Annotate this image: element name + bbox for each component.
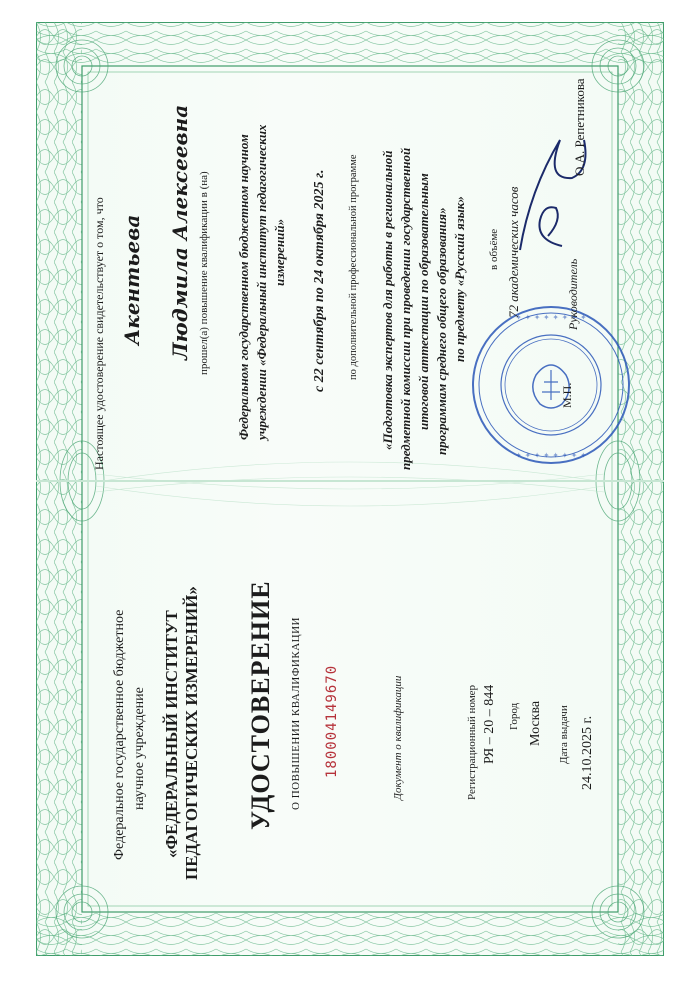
city-value: Москва xyxy=(528,700,543,746)
course-dates: с 22 сентября по 24 октября 2025 г. xyxy=(312,169,327,392)
volume-label: в объёме xyxy=(488,228,500,270)
institution-line1: Федеральном государственном бюджетном научном xyxy=(236,134,251,440)
page-fold xyxy=(36,480,664,482)
stamp-placeholder-mp: М.П. xyxy=(560,382,574,408)
org-title-line2: ПЕДАГОГИЧЕСКИХ ИЗМЕРЕНИЙ» xyxy=(182,586,201,880)
official-seal xyxy=(466,300,636,470)
city-label: Город xyxy=(508,702,520,730)
org-title-line1: «ФЕДЕРАЛЬНЫЙ ИНСТИТУТ xyxy=(162,610,181,858)
institution-line2: учреждении «Федеральный институт педагогических xyxy=(254,124,269,440)
program-line5: по предмету «Русский язык» xyxy=(452,196,467,362)
document-title: УДОСТОВЕРЕНИЕ xyxy=(246,580,275,830)
head-label: Руководитель xyxy=(566,258,580,330)
recipient-name: Людмила Алексеевна xyxy=(168,104,192,360)
document-type-label: Документ о квалификации xyxy=(392,675,404,800)
org-line1: Федеральное государственное бюджетное xyxy=(112,609,127,860)
svg-text:✦ ✦ ✦ ✦ ✦ ✦ ✦ ✦: ✦ ✦ ✦ ✦ ✦ ✦ ✦ ✦ xyxy=(515,313,587,322)
issue-date: 24.10.2025 г. xyxy=(580,715,595,790)
recipient-surname: Акентьева xyxy=(120,214,144,345)
document-subtitle: О ПОВЫШЕНИИ КВАЛИФИКАЦИИ xyxy=(290,617,302,810)
serial-number: 180004149670 xyxy=(324,664,340,778)
svg-text:✦ ✦ ✦ ✦ ✦ ✦ ✦ ✦: ✦ ✦ ✦ ✦ ✦ ✦ ✦ ✦ xyxy=(515,451,587,460)
head-name: О.А. Репетникова xyxy=(572,78,587,176)
program-label: по дополнительной профессиональной программе xyxy=(348,154,359,380)
org-line2: научное учреждение xyxy=(132,687,147,810)
hours-value: 72 академических часов xyxy=(506,186,521,318)
institution-line3: измерений» xyxy=(272,218,287,286)
issue-date-label: Дата выдачи xyxy=(558,705,570,764)
intro-text: Настоящее удостоверение свидетельствует о том, что xyxy=(92,197,106,470)
registration-number: РЯ – 20 – 844 xyxy=(482,684,497,764)
program-line4: программам среднего общего образования» xyxy=(434,207,449,455)
passed-label: прошел(а) повышение квалификации в (на) xyxy=(198,171,210,375)
program-line1: «Подготовка экспертов для работы в региональной xyxy=(380,150,395,450)
program-line2: предметной комиссии при проведении государственной xyxy=(398,147,413,470)
program-line3: итоговой аттестации по образовательным xyxy=(416,173,431,430)
registration-label: Регистрационный номер xyxy=(466,684,478,800)
